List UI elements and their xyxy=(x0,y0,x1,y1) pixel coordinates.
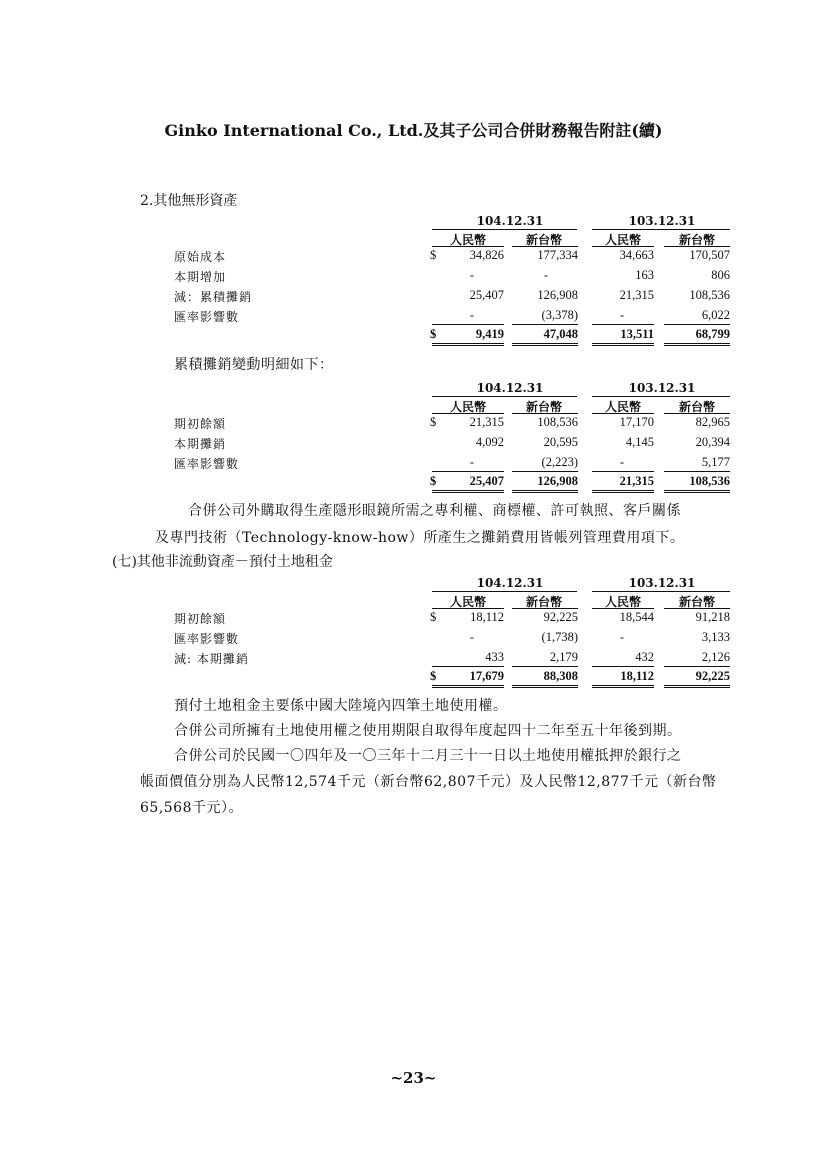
currency-symbol: $ xyxy=(430,669,437,683)
currency-header: 新台幣 xyxy=(678,595,715,609)
table-cell: 18,112 xyxy=(470,610,504,624)
table-cell: 432 xyxy=(635,650,654,664)
row-label: 期初餘額 xyxy=(174,612,227,626)
row-label: 本期攤銷 xyxy=(174,437,227,451)
row-label: 本期增加 xyxy=(174,270,227,284)
total-cell: 18,112 xyxy=(620,669,654,683)
table-cell: - xyxy=(469,308,474,322)
table-cell: - xyxy=(619,630,624,644)
table-cell: (2,223) xyxy=(541,455,578,469)
table-cell: 34,826 xyxy=(469,248,504,262)
table-cell: - xyxy=(543,268,548,282)
currency-header: 人民幣 xyxy=(604,233,641,247)
currency-header: 人民幣 xyxy=(604,595,641,609)
total-cell: 17,679 xyxy=(469,669,504,683)
table-cell: 2,179 xyxy=(549,650,578,664)
period-header: 104.12.31 xyxy=(476,214,544,228)
period-header: 104.12.31 xyxy=(476,381,544,395)
row-label: 匯率影響數 xyxy=(174,310,240,324)
period-header: 103.12.31 xyxy=(628,214,696,228)
total-cell: 47,048 xyxy=(543,327,578,341)
total-cell: 9,419 xyxy=(475,327,504,341)
total-cell: 88,308 xyxy=(543,669,578,683)
table-cell: 20,394 xyxy=(695,435,730,449)
table-cell: - xyxy=(469,455,474,469)
table-cell: (1,738) xyxy=(541,630,578,644)
table-cell: (3,378) xyxy=(541,308,578,322)
currency-header: 人民幣 xyxy=(604,400,641,414)
table-cell: 177,334 xyxy=(537,248,578,262)
table-cell: 2,126 xyxy=(701,650,730,664)
table-cell: 21,315 xyxy=(469,415,504,429)
paragraph-land-use-term: 合併公司所擁有土地使用權之使用期限自取得年度起四十二年至五十年後到期。 xyxy=(174,723,682,739)
table-cell: - xyxy=(619,308,624,322)
table-cell: 806 xyxy=(711,268,730,282)
note-paragraph-line: 合併公司外購取得生產隱形眼鏡所需之專利權、商標權、許可執照、客戶關係 xyxy=(188,503,681,519)
table-cell: 21,315 xyxy=(619,288,654,302)
table-cell: 91,218 xyxy=(695,610,730,624)
currency-header: 新台幣 xyxy=(525,233,562,247)
row-label: 匯率影響數 xyxy=(174,457,240,471)
currency-header: 新台幣 xyxy=(678,400,715,414)
table-cell: 163 xyxy=(635,268,654,282)
total-cell: 25,407 xyxy=(469,474,504,488)
period-header: 104.12.31 xyxy=(476,576,544,590)
total-cell: 126,908 xyxy=(537,474,578,488)
total-cell: 68,799 xyxy=(695,327,730,341)
paragraph-pledge-line: 帳面價值分別為人民幣12,574千元（新台幣62,807千元）及人民幣12,877千元（新台幣 xyxy=(140,774,717,790)
currency-header: 人民幣 xyxy=(449,595,486,609)
sub-heading-amortization: 累積攤銷變動明細如下： xyxy=(174,357,334,373)
row-label: 匯率影響數 xyxy=(174,632,240,646)
currency-header: 新台幣 xyxy=(525,400,562,414)
paragraph-pledge-line: 65,568千元）。 xyxy=(140,800,243,816)
page-number: ~23~ xyxy=(390,1069,437,1087)
table-cell: 126,908 xyxy=(537,288,578,302)
table-cell: 82,965 xyxy=(695,415,730,429)
row-label: 減: 本期攤銷 xyxy=(174,652,249,666)
table-cell: 20,595 xyxy=(543,435,578,449)
period-header: 103.12.31 xyxy=(628,381,696,395)
currency-header: 人民幣 xyxy=(449,400,486,414)
table-cell: - xyxy=(469,630,474,644)
table-cell: 18,544 xyxy=(619,610,654,624)
page-title: Ginko International Co., Ltd.及其子公司合併財務報告附註(續) xyxy=(164,121,663,140)
currency-symbol: $ xyxy=(430,610,437,624)
table-cell: 170,507 xyxy=(689,248,730,262)
table-cell: 92,225 xyxy=(543,610,578,624)
section-heading-intangible: 2.其他無形資產 xyxy=(140,193,238,209)
currency-header: 人民幣 xyxy=(449,233,486,247)
paragraph-pledge-line: 合併公司於民國一〇四年及一〇三年十二月三十一日以土地使用權抵押於銀行之 xyxy=(174,748,682,764)
table-cell: 34,663 xyxy=(619,248,654,262)
section-heading-prepaid-land: (七)其他非流動資產－預付土地租金 xyxy=(112,554,333,570)
row-label: 期初餘額 xyxy=(174,417,227,431)
total-cell: 92,225 xyxy=(695,669,730,683)
table-cell: - xyxy=(619,455,624,469)
paragraph-prepaid-land: 預付土地租金主要係中國大陸境內四筆土地使用權。 xyxy=(174,698,508,714)
table-cell: 4,092 xyxy=(475,435,504,449)
note-paragraph-line: 及專門技術（Technology-know-how）所產生之攤銷費用皆帳列管理費用項下。 xyxy=(155,530,685,546)
table-cell: 5,177 xyxy=(701,455,730,469)
currency-symbol: $ xyxy=(430,248,437,262)
currency-header: 新台幣 xyxy=(525,595,562,609)
table-cell: - xyxy=(469,268,474,282)
table-cell: 6,022 xyxy=(701,308,730,322)
currency-symbol: $ xyxy=(430,415,437,429)
table-cell: 3,133 xyxy=(701,630,730,644)
row-label: 減：累積攤銷 xyxy=(174,290,253,304)
currency-symbol: $ xyxy=(430,474,437,488)
currency-header: 新台幣 xyxy=(678,233,715,247)
total-cell: 21,315 xyxy=(619,474,654,488)
total-cell: 13,511 xyxy=(620,327,654,341)
table-cell: 108,536 xyxy=(689,288,730,302)
total-cell: 108,536 xyxy=(689,474,730,488)
row-label: 原始成本 xyxy=(174,250,227,264)
table-cell: 17,170 xyxy=(619,415,654,429)
table-cell: 25,407 xyxy=(469,288,504,302)
table-cell: 4,145 xyxy=(625,435,654,449)
table-cell: 433 xyxy=(485,650,504,664)
table-cell: 108,536 xyxy=(537,415,578,429)
currency-symbol: $ xyxy=(430,327,437,341)
period-header: 103.12.31 xyxy=(628,576,696,590)
